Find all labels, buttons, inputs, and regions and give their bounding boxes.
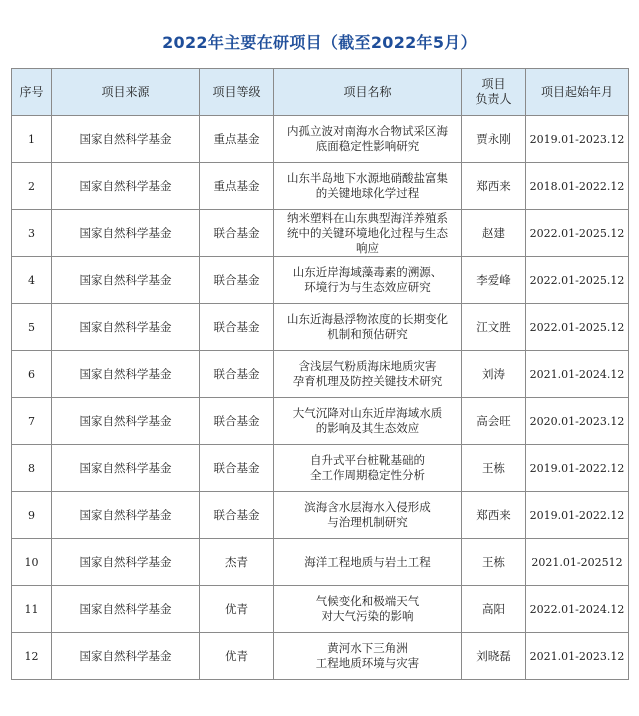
- project-level-cell: 联合基金: [200, 210, 274, 257]
- project-name-cell: 海洋工程地质与岩土工程: [274, 539, 462, 586]
- project-name-cell: 自升式平台桩靴基础的 全工作周期稳定性分析: [274, 445, 462, 492]
- project-level-cell: 联合基金: [200, 398, 274, 445]
- row-number-cell: 7: [12, 398, 52, 445]
- project-lead-cell: 郑西来: [462, 492, 526, 539]
- table-row: [12, 445, 629, 492]
- project-level-cell: 杰青: [200, 539, 274, 586]
- projects-table: [11, 68, 629, 680]
- column-header-number: 序号: [12, 69, 52, 116]
- table-row: [12, 492, 629, 539]
- project-lead-cell: 江文胜: [462, 304, 526, 351]
- project-level-cell: 联合基金: [200, 492, 274, 539]
- table-header-row: [12, 69, 629, 116]
- project-lead-cell: 王栋: [462, 539, 526, 586]
- project-period-cell: 2022.01-2025.12: [526, 304, 629, 351]
- table-row: [12, 163, 629, 210]
- row-number-cell: 4: [12, 257, 52, 304]
- column-header-name: 项目名称: [274, 69, 462, 116]
- row-number-cell: 8: [12, 445, 52, 492]
- project-source-cell: 国家自然科学基金: [52, 116, 200, 163]
- project-level-cell: 重点基金: [200, 116, 274, 163]
- row-number-cell: 9: [12, 492, 52, 539]
- project-period-cell: 2019.01-2022.12: [526, 492, 629, 539]
- project-period-cell: 2019.01-2022.12: [526, 445, 629, 492]
- project-period-cell: 2022.01-2025.12: [526, 210, 629, 257]
- project-name-cell: 含浅层气粉质海床地质灾害 孕育机理及防控关键技术研究: [274, 351, 462, 398]
- table-row: [12, 633, 629, 680]
- project-name-cell: 黄河水下三角洲 工程地质环境与灾害: [274, 633, 462, 680]
- project-level-cell: 优青: [200, 633, 274, 680]
- project-period-cell: 2021.01-2024.12: [526, 351, 629, 398]
- column-header-source: 项目来源: [52, 69, 200, 116]
- project-lead-cell: 王栋: [462, 445, 526, 492]
- table-row: [12, 304, 629, 351]
- project-lead-cell: 贾永刚: [462, 116, 526, 163]
- table-row: [12, 398, 629, 445]
- project-name-cell: 山东半岛地下水源地硝酸盐富集 的关键地球化学过程: [274, 163, 462, 210]
- project-source-cell: 国家自然科学基金: [52, 351, 200, 398]
- project-lead-cell: 刘涛: [462, 351, 526, 398]
- project-source-cell: 国家自然科学基金: [52, 257, 200, 304]
- table-row: [12, 586, 629, 633]
- project-period-cell: 2021.01-202512: [526, 539, 629, 586]
- project-lead-cell: 郑西来: [462, 163, 526, 210]
- project-lead-cell: 李爱峰: [462, 257, 526, 304]
- table-row: [12, 116, 629, 163]
- project-lead-cell: 高会旺: [462, 398, 526, 445]
- project-name-cell: 纳米塑料在山东典型海洋养殖系 统中的关键环境地化过程与生态 响应: [274, 210, 462, 257]
- row-number-cell: 3: [12, 210, 52, 257]
- project-lead-cell: 赵建: [462, 210, 526, 257]
- project-name-cell: 山东近岸海域藻毒素的溯源、 环境行为与生态效应研究: [274, 257, 462, 304]
- row-number-cell: 11: [12, 586, 52, 633]
- project-source-cell: 国家自然科学基金: [52, 539, 200, 586]
- project-source-cell: 国家自然科学基金: [52, 304, 200, 351]
- project-lead-cell: 高阳: [462, 586, 526, 633]
- table-body: [12, 116, 629, 680]
- project-source-cell: 国家自然科学基金: [52, 210, 200, 257]
- project-name-cell: 内孤立波对南海水合物试采区海 底面稳定性影响研究: [274, 116, 462, 163]
- project-source-cell: 国家自然科学基金: [52, 398, 200, 445]
- table-row: [12, 351, 629, 398]
- project-level-cell: 优青: [200, 586, 274, 633]
- project-lead-cell: 刘晓磊: [462, 633, 526, 680]
- column-header-period: 项目起始年月: [526, 69, 629, 116]
- project-source-cell: 国家自然科学基金: [52, 492, 200, 539]
- project-level-cell: 联合基金: [200, 351, 274, 398]
- project-name-cell: 山东近海悬浮物浓度的长期变化 机制和预估研究: [274, 304, 462, 351]
- page-title: 2022年主要在研项目（截至2022年5月）: [162, 33, 477, 52]
- column-header-level: 项目等级: [200, 69, 274, 116]
- project-source-cell: 国家自然科学基金: [52, 445, 200, 492]
- row-number-cell: 2: [12, 163, 52, 210]
- project-period-cell: 2021.01-2023.12: [526, 633, 629, 680]
- row-number-cell: 12: [12, 633, 52, 680]
- row-number-cell: 10: [12, 539, 52, 586]
- project-period-cell: 2018.01-2022.12: [526, 163, 629, 210]
- table-row: [12, 539, 629, 586]
- project-name-cell: 滨海含水层海水入侵形成 与治理机制研究: [274, 492, 462, 539]
- row-number-cell: 6: [12, 351, 52, 398]
- project-source-cell: 国家自然科学基金: [52, 633, 200, 680]
- project-level-cell: 重点基金: [200, 163, 274, 210]
- column-header-lead: 项目 负责人: [462, 69, 526, 116]
- project-source-cell: 国家自然科学基金: [52, 163, 200, 210]
- project-name-cell: 大气沉降对山东近岸海域水质 的影响及其生态效应: [274, 398, 462, 445]
- project-source-cell: 国家自然科学基金: [52, 586, 200, 633]
- project-level-cell: 联合基金: [200, 304, 274, 351]
- project-period-cell: 2020.01-2023.12: [526, 398, 629, 445]
- project-period-cell: 2022.01-2025.12: [526, 257, 629, 304]
- row-number-cell: 1: [12, 116, 52, 163]
- table-row: [12, 257, 629, 304]
- project-name-cell: 气候变化和极端天气 对大气污染的影响: [274, 586, 462, 633]
- table-row: [12, 210, 629, 257]
- project-period-cell: 2022.01-2024.12: [526, 586, 629, 633]
- row-number-cell: 5: [12, 304, 52, 351]
- project-level-cell: 联合基金: [200, 257, 274, 304]
- project-level-cell: 联合基金: [200, 445, 274, 492]
- project-period-cell: 2019.01-2023.12: [526, 116, 629, 163]
